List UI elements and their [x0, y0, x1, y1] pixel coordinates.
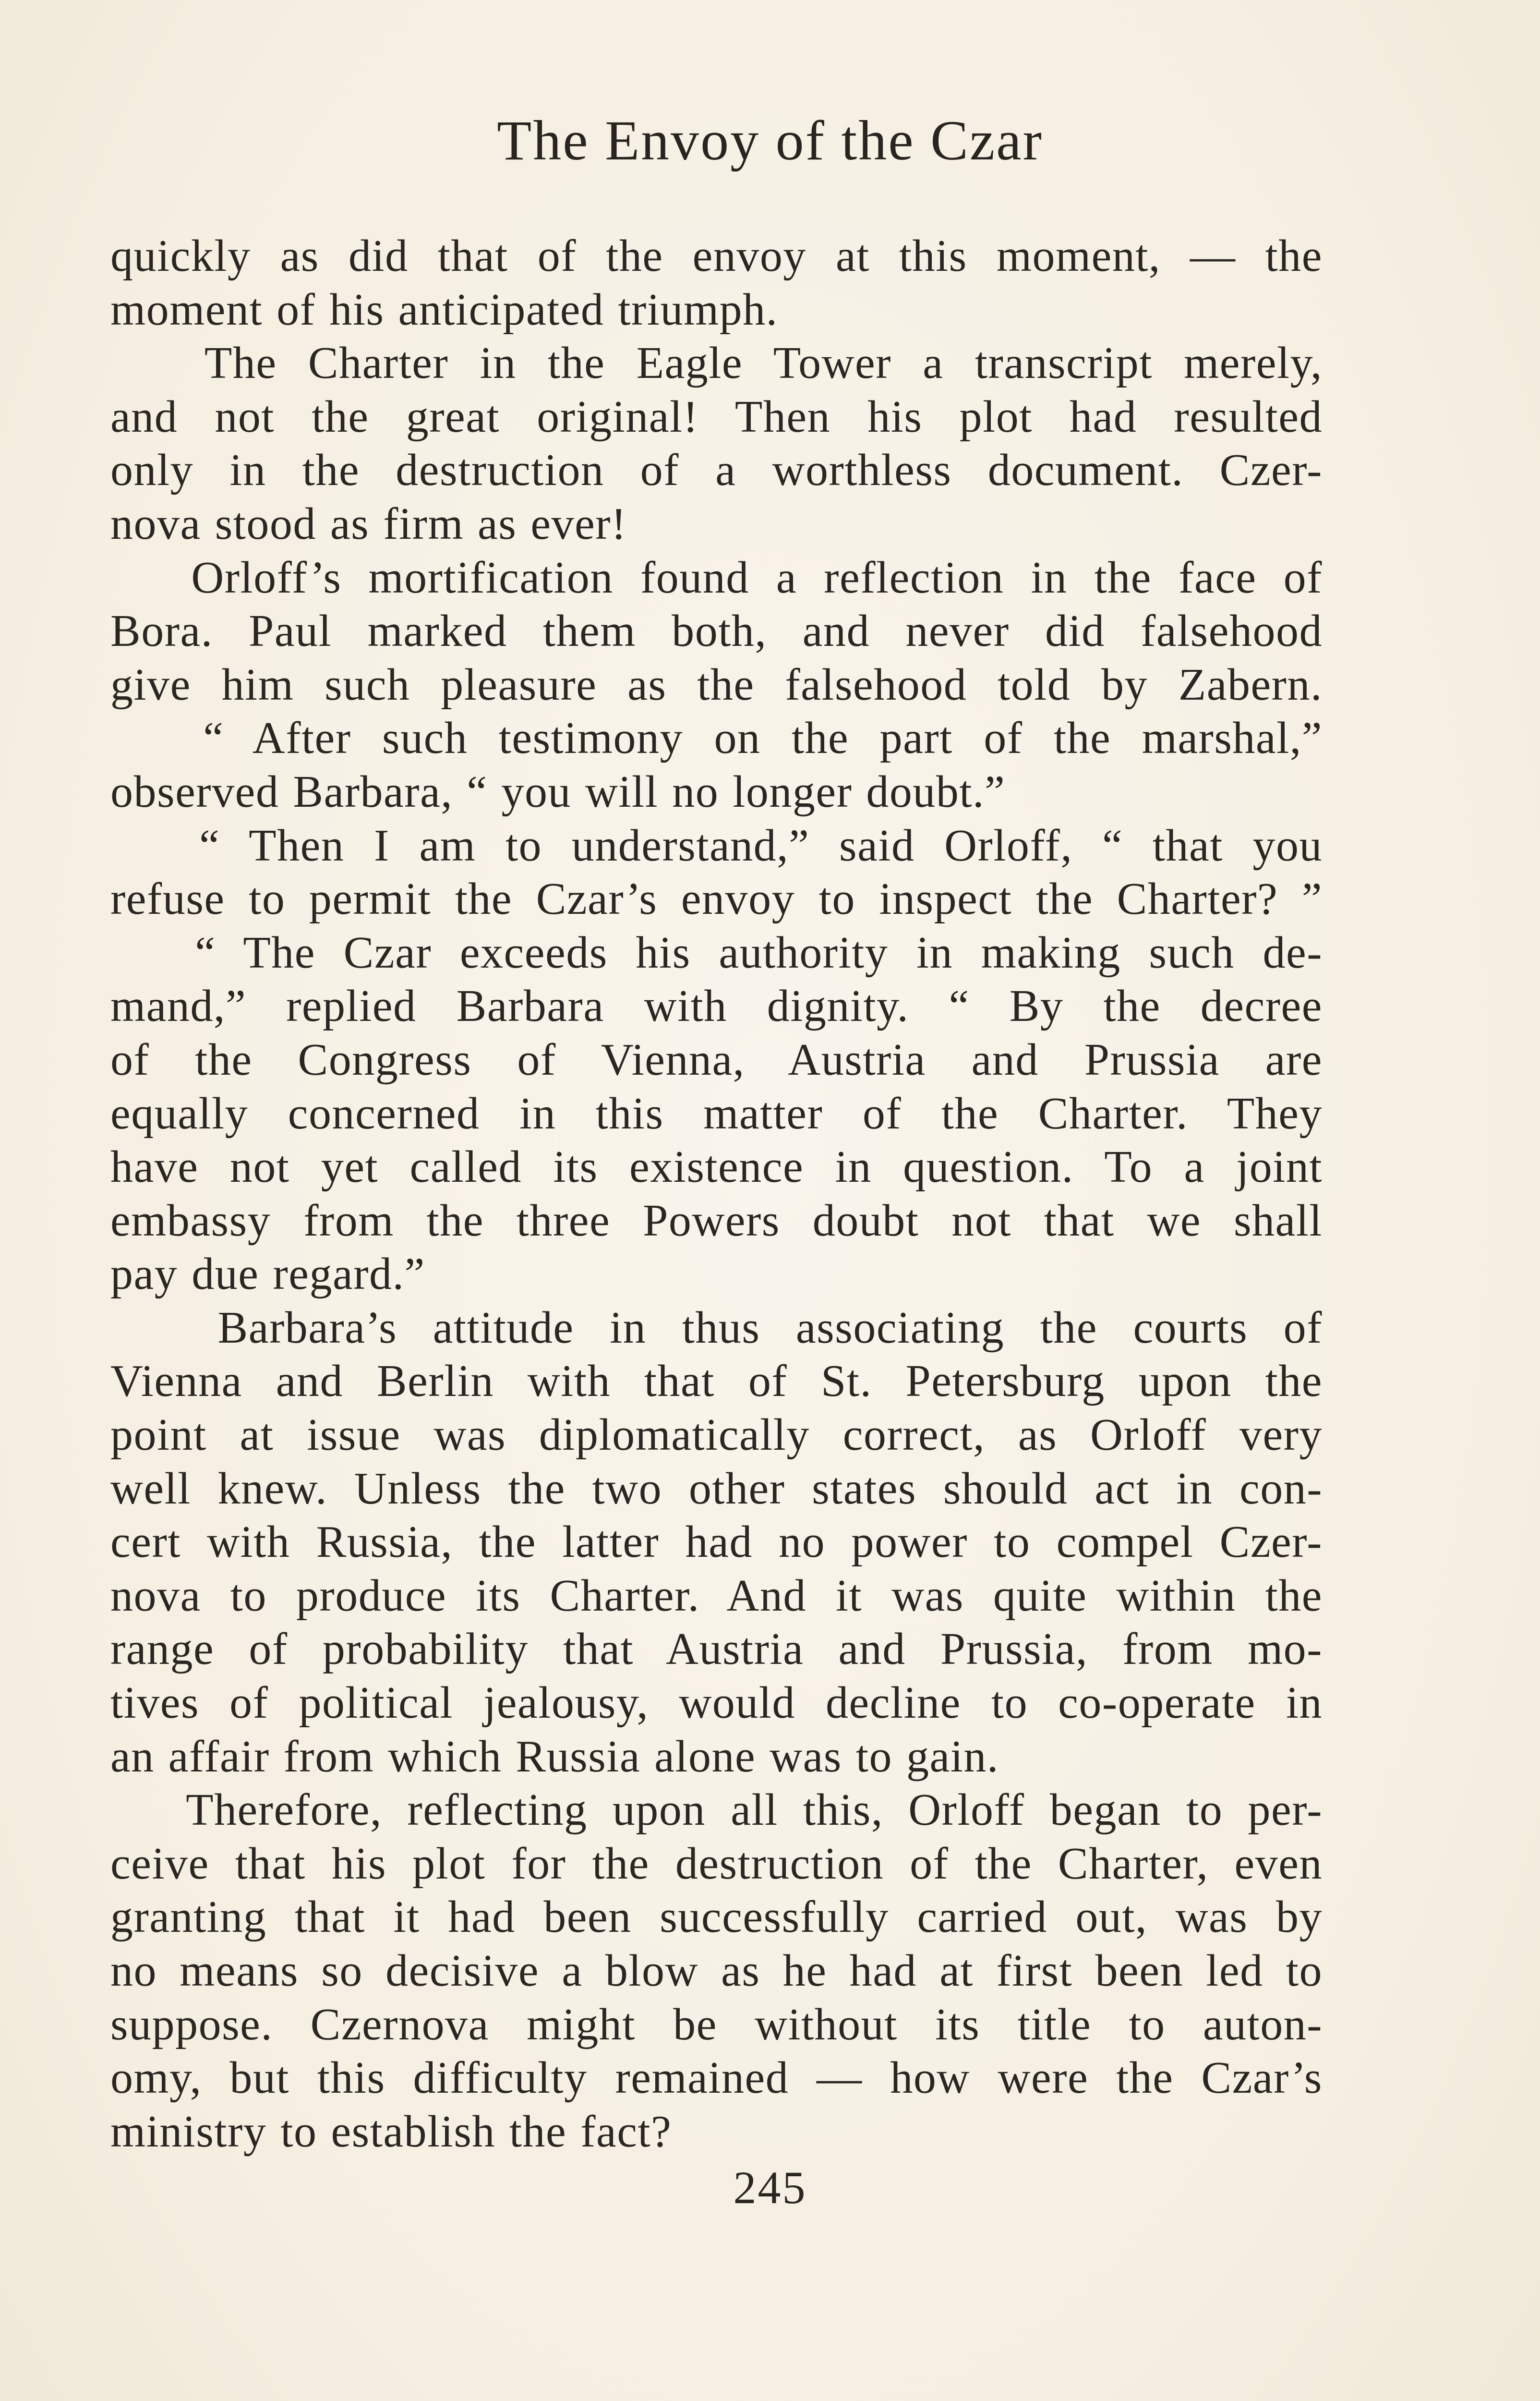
text-line: moment of his anticipated triumph. — [110, 284, 778, 335]
text-line: well knew. Unless the two other states should act in con- — [110, 1463, 1323, 1514]
text-line: cert with Russia, the latter had no power to compel Czer- — [110, 1517, 1323, 1567]
text-line: and not the great original! Then his plot had resulted — [110, 391, 1323, 442]
text-line: only in the destruction of a worthless document. Czer- — [110, 445, 1323, 496]
text-line: an affair from which Russia alone was to gain. — [110, 1731, 999, 1782]
text-line: “ After such testimony on the part of the marshal,” — [110, 713, 1323, 764]
text-line: mand,” replied Barbara with dignity. “ By the decree — [110, 981, 1323, 1031]
text-line: tives of political jealousy, would decline to co-operate in — [110, 1678, 1323, 1728]
text-line: Bora. Paul marked them both, and never did falsehood — [110, 606, 1323, 656]
text-line: pay due regard.” — [110, 1249, 425, 1299]
text-line: refuse to permit the Czar’s envoy to inspect the Charter? ” — [110, 874, 1323, 924]
text-line: observed Barbara, “ you will no longer doubt.” — [110, 766, 1006, 817]
text-line: give him such pleasure as the falsehood told by Zabern. — [110, 659, 1323, 710]
text-line: Barbara’s attitude in thus associating the courts of — [110, 1302, 1323, 1353]
text-line: granting that it had been successfully carried out, was by — [110, 1892, 1323, 1942]
text-line: point at issue was diplomatically correct, as Orloff very — [110, 1410, 1323, 1460]
text-line: Orloff’s mortification found a reflection in the face of — [110, 552, 1323, 603]
text-line: nova stood as firm as ever! — [110, 498, 627, 549]
text-line: nova to produce its Charter. And it was quite within the — [110, 1570, 1323, 1621]
text-line: no means so decisive a blow as he had at first been led to — [110, 1946, 1323, 1996]
text-line: “ The Czar exceeds his authority in making such de- — [110, 927, 1323, 978]
text-line: The Charter in the Eagle Tower a transcript merely, — [110, 338, 1323, 388]
text-line: Therefore, reflecting upon all this, Orloff began to per- — [110, 1785, 1323, 1835]
body-text — [110, 230, 1323, 2158]
page-number: 245 — [733, 2162, 807, 2213]
text-line: of the Congress of Vienna, Austria and Prussia are — [110, 1034, 1323, 1085]
text-line: ceive that his plot for the destruction of the Charter, even — [110, 1838, 1323, 1889]
text-line: range of probability that Austria and Prussia, from mo- — [110, 1624, 1323, 1674]
text-line: “ Then I am to understand,” said Orloff, “ that you — [110, 820, 1323, 871]
text-line: omy, but this difficulty remained — how were the Czar’s — [110, 2053, 1323, 2103]
text-line: Vienna and Berlin with that of St. Petersburg upon the — [110, 1356, 1323, 1407]
text-line: equally concerned in this matter of the Charter. They — [110, 1088, 1323, 1139]
text-line: suppose. Czernova might be without its title to auton- — [110, 1999, 1323, 2049]
text-line: ministry to establish the fact? — [110, 2106, 672, 2157]
running-head: The Envoy of the Czar — [497, 109, 1043, 172]
text-line: embassy from the three Powers doubt not that we shall — [110, 1195, 1323, 1246]
text-line: quickly as did that of the envoy at this moment, — the — [110, 231, 1323, 281]
text-line: have not yet called its existence in question. To a joint — [110, 1142, 1323, 1192]
